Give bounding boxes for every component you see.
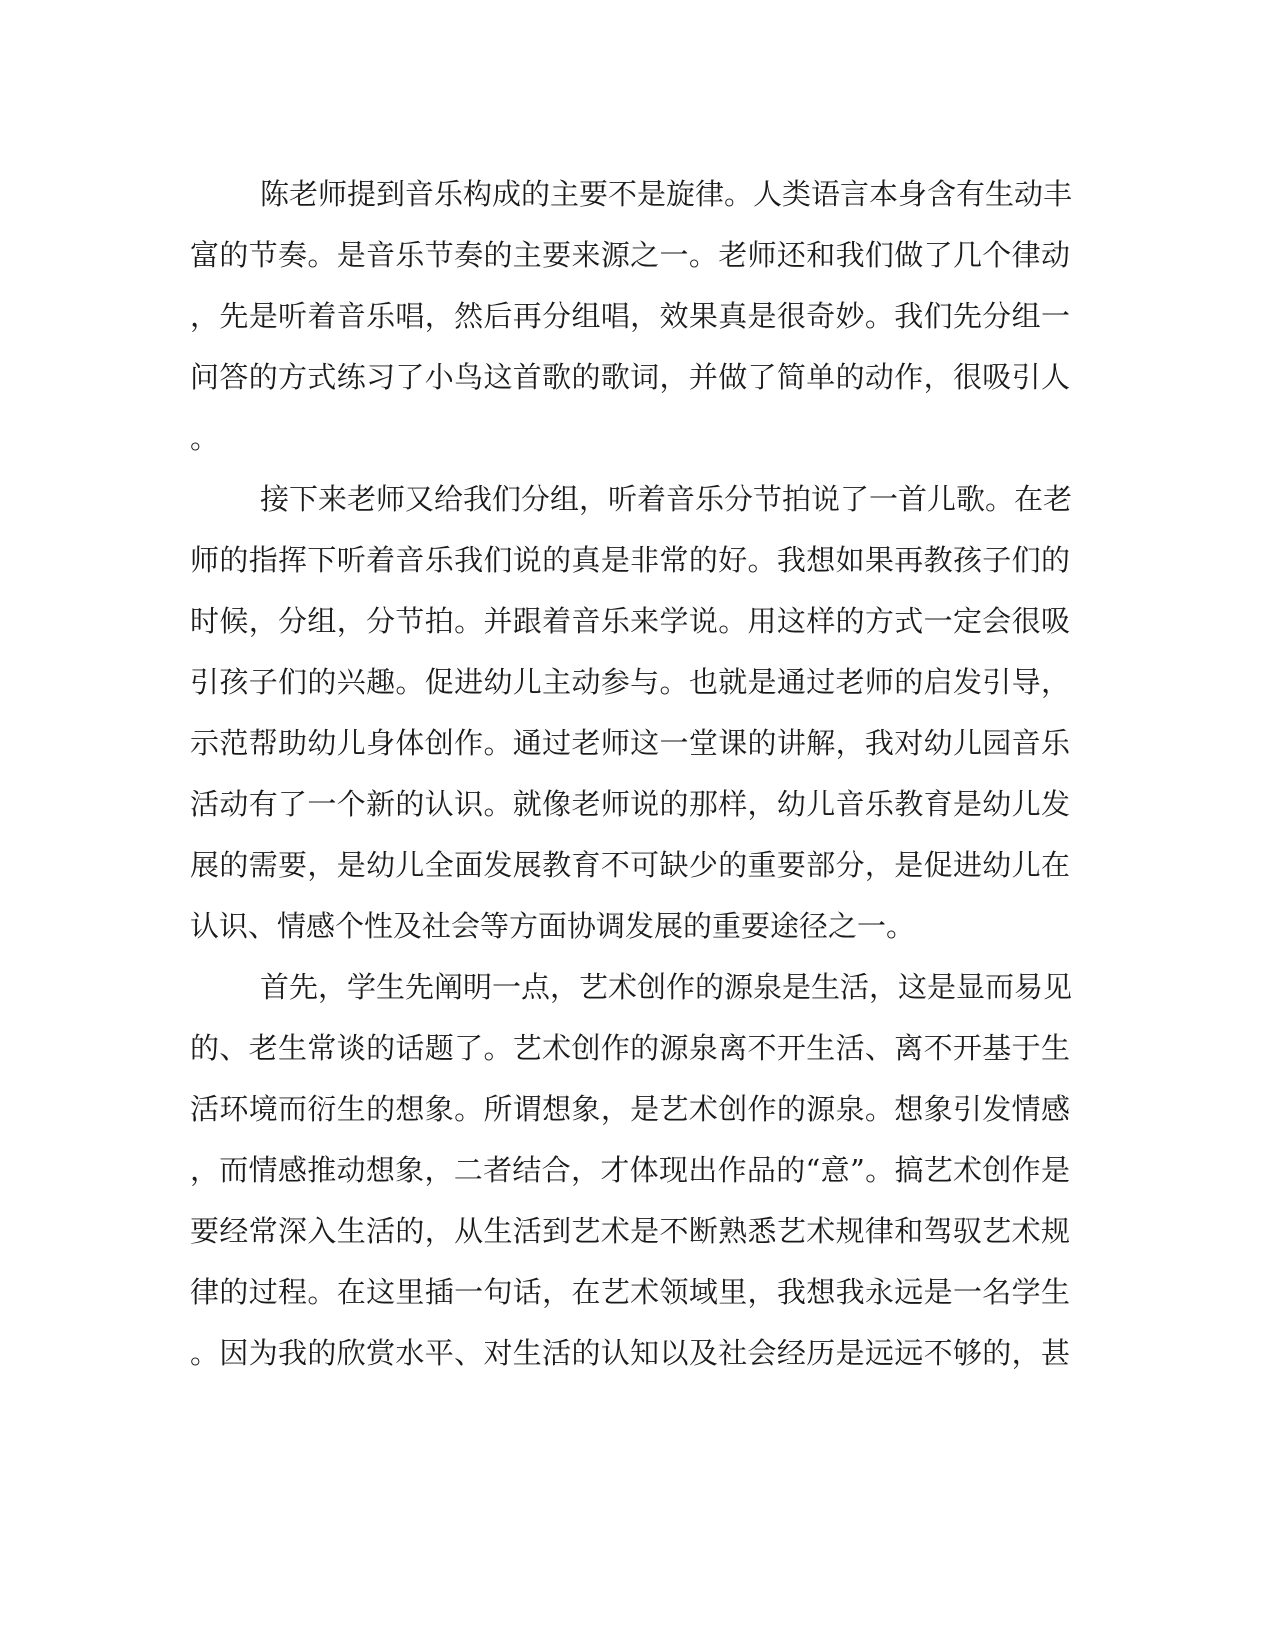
paragraph-2: [190, 469, 1073, 957]
body-text: [190, 164, 1073, 1384]
text-line: ，先是听着音乐唱，然后再分组唱，效果真是很奇妙。我们先分组一: [190, 299, 1070, 333]
text-line: 首先，学生先阐明一点，艺术创作的源泉是生活，这是显而易见: [260, 970, 1073, 1004]
text-line: 示范帮助幼儿身体创作。通过老师这一堂课的讲解，我对幼儿园音乐: [190, 726, 1070, 760]
text-line: 展的需要，是幼儿全面发展教育不可缺少的重要部分，是促进幼儿在: [190, 848, 1070, 882]
text-line: 。: [190, 421, 220, 455]
text-line: 富的节奏。是音乐节奏的主要来源之一。老师还和我们做了几个律动: [190, 238, 1070, 272]
paragraph-1: [190, 164, 1073, 469]
text-line: 时候，分组，分节拍。并跟着音乐来学说。用这样的方式一定会很吸: [190, 604, 1070, 638]
text-line: 问答的方式练习了小鸟这首歌的歌词，并做了简单的动作，很吸引人: [190, 360, 1070, 394]
text-line: 引孩子们的兴趣。促进幼儿主动参与。也就是通过老师的启发引导，: [190, 665, 1070, 699]
text-line: 的、老生常谈的话题了。艺术创作的源泉离不开生活、离不开基于生: [190, 1031, 1070, 1065]
text-line: 。因为我的欣赏水平、对生活的认知以及社会经历是远远不够的，甚: [190, 1336, 1070, 1370]
text-line: 陈老师提到音乐构成的主要不是旋律。人类语言本身含有生动丰: [260, 177, 1073, 211]
text-line: 接下来老师又给我们分组，听着音乐分节拍说了一首儿歌。在老: [260, 482, 1073, 516]
text-line: 活环境而衍生的想象。所谓想象，是艺术创作的源泉。想象引发情感: [190, 1092, 1070, 1126]
text-line: 活动有了一个新的认识。就像老师说的那样，幼儿音乐教育是幼儿发: [190, 787, 1070, 821]
text-line: 律的过程。在这里插一句话，在艺术领域里，我想我永远是一名学生: [190, 1275, 1070, 1309]
paragraph-3: [190, 957, 1073, 1384]
text-line: 要经常深入生活的，从生活到艺术是不断熟悉艺术规律和驾驭艺术规: [190, 1214, 1070, 1248]
text-line: ，而情感推动想象，二者结合，才体现出作品的“意”。搞艺术创作是: [190, 1153, 1070, 1187]
text-line: 认识、情感个性及社会等方面协调发展的重要途径之一。: [190, 909, 916, 943]
text-line: 师的指挥下听着音乐我们说的真是非常的好。我想如果再教孩子们的: [190, 543, 1070, 577]
